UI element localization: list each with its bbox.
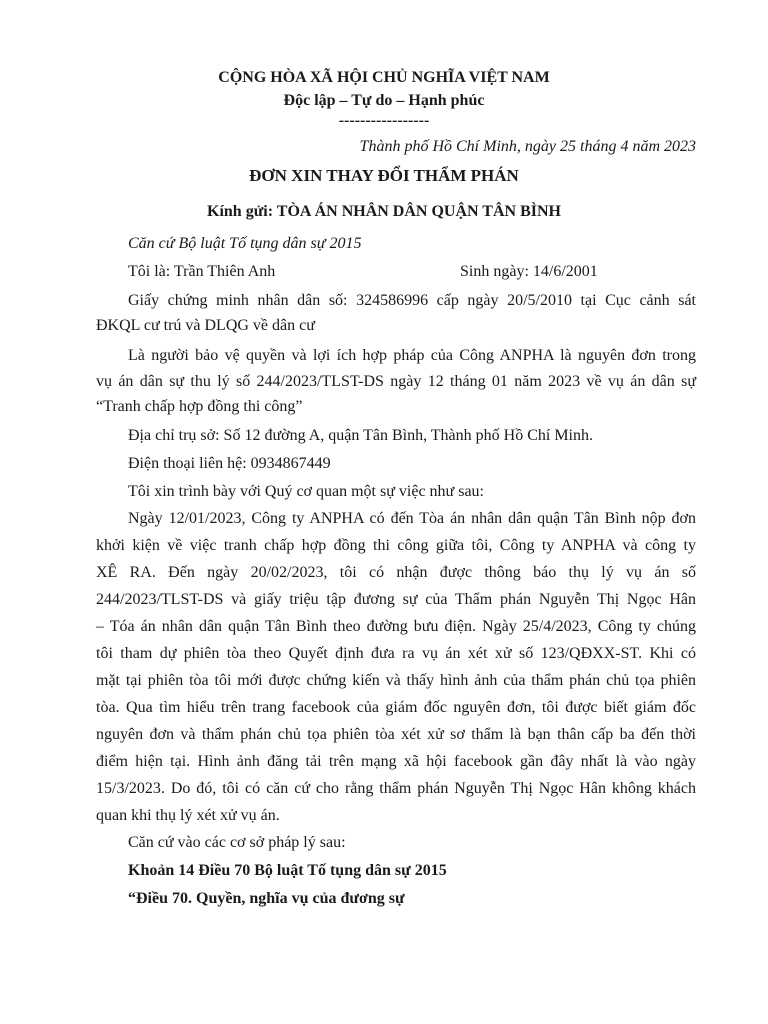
basis-intro: Căn cứ vào các cơ sở pháp lý sau: bbox=[128, 834, 346, 851]
legal-basis: Căn cứ Bộ luật Tố tụng dân sự 2015 bbox=[128, 235, 362, 252]
intro-line: Tôi xin trình bày với Quý cơ quan một sự việc như sau: bbox=[128, 483, 484, 500]
narrative-line: khởi kiện về việc tranh chấp hợp đồng thi công giữa tôi, Công ty ANPHA và công ty bbox=[96, 537, 696, 554]
narrative-line: tòa. Qua tìm hiểu trên trang facebook của giám đốc nguyên đơn, tôi được biết giám đốc bbox=[96, 699, 696, 716]
motto: Độc lập – Tự do – Hạnh phúc bbox=[283, 92, 485, 109]
narrative-line: mặt tại phiên tòa tôi mới được chứng kiến và thấy hình ảnh của thẩm phán chủ tọa phiên bbox=[96, 672, 696, 689]
name-line: Tôi là: Trần Thiên Anh bbox=[128, 263, 276, 280]
narrative-line: quan khi thụ lý xét xử vụ án. bbox=[96, 807, 280, 824]
phone-line: Điện thoại liên hệ: 0934867449 bbox=[128, 455, 331, 472]
clause-title: Khoản 14 Điều 70 Bộ luật Tố tụng dân sự 2015 bbox=[128, 862, 447, 879]
narrative-line: XÊ RA. Đến ngày 20/02/2023, tôi có nhận được thông báo thụ lý vụ án số bbox=[96, 564, 696, 581]
narrative-line: 15/3/2023. Do đó, tôi có căn cứ cho rằng thẩm phán Nguyễn Thị Ngọc Hân không khách bbox=[96, 780, 696, 797]
national-title: CỘNG HÒA XÃ HỘI CHỦ NGHĨA VIỆT NAM bbox=[218, 69, 550, 86]
narrative-line: – Tóa án nhân dân quận Tân Bình theo đường bưu điện. Ngày 25/4/2023, Công ty chúng bbox=[96, 618, 696, 635]
narrative-line: điểm hiện tại. Hình ảnh đăng tải trên mạng xã hội facebook gần đây nhất là vào ngày bbox=[96, 753, 696, 770]
narrative-line: tôi tham dự phiên tòa theo Quyết định đưa ra vụ án xét xử số 123/QĐXX-ST. Khi có bbox=[96, 645, 696, 662]
rep-line-3: “Tranh chấp hợp đồng thi công” bbox=[96, 398, 303, 415]
narrative-line: Ngày 12/01/2023, Công ty ANPHA có đến Tòa án nhân dân quận Tân Bình nộp đơn bbox=[128, 510, 696, 527]
narrative-line: nguyên đơn và thẩm phán chủ tọa phiên tòa xét xử sơ thẩm là bạn thân cấp ba đến thời bbox=[96, 726, 696, 743]
rep-line-2: vụ án dân sự thu lý số 244/2023/TLST-DS ngày 12 tháng 01 năm 2023 về vụ án dân sự bbox=[96, 373, 696, 390]
recipient: Kính gửi: TÒA ÁN NHÂN DÂN QUẬN TÂN BÌNH bbox=[207, 203, 561, 220]
rep-line-1: Là người bảo vệ quyền và lợi ích hợp pháp của Công ANPHA là nguyên đơn trong bbox=[128, 347, 696, 364]
address-line: Địa chỉ trụ sở: Số 12 đường A, quận Tân Bình, Thành phố Hồ Chí Minh. bbox=[128, 427, 593, 444]
place-date: Thành phố Hồ Chí Minh, ngày 25 tháng 4 năm 2023 bbox=[359, 138, 696, 155]
id-line-2: ĐKQL cư trú và DLQG về dân cư bbox=[96, 317, 315, 334]
birth-line: Sinh ngày: 14/6/2001 bbox=[460, 263, 598, 280]
narrative-line: 244/2023/TLST-DS và giấy triệu tập đương sự của Thẩm phán Nguyễn Thị Ngọc Hân bbox=[96, 591, 696, 608]
document-title: ĐƠN XIN THAY ĐỔI THẨM PHÁN bbox=[249, 166, 519, 185]
id-line-1: Giấy chứng minh nhân dân số: 324586996 cấp ngày 20/5/2010 tại Cục cảnh sát bbox=[128, 292, 696, 309]
article-title: “Điều 70. Quyền, nghĩa vụ của đương sự bbox=[128, 890, 405, 907]
separator: ----------------- bbox=[338, 112, 430, 129]
